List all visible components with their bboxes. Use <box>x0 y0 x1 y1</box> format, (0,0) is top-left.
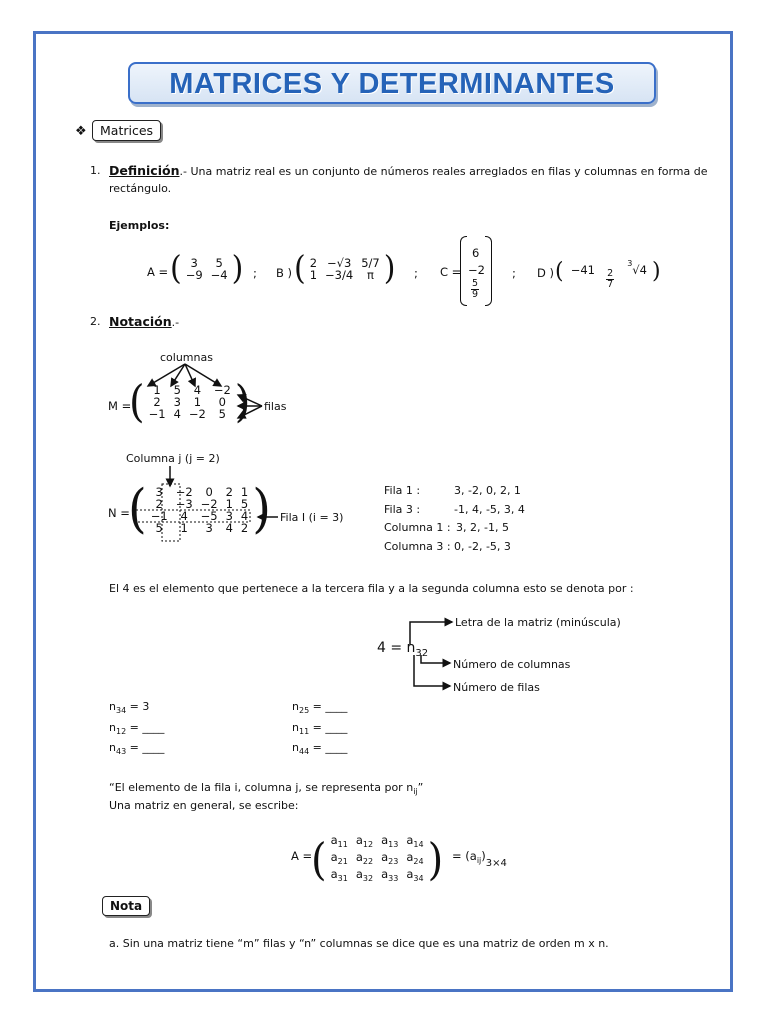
def-text: .- Una matriz real es un conjunto de números reales arreglados en filas y columnas en forma de <box>179 165 708 178</box>
summary-value: 3, -2, 0, 2, 1 <box>454 484 521 497</box>
num-filas-label: Número de filas <box>453 681 540 694</box>
cell: 5 <box>218 407 226 421</box>
cell: 2 <box>309 256 318 270</box>
cell: 3 <box>190 256 198 270</box>
frac-num: 5 <box>472 278 479 289</box>
example-a-matrix: ( 3 5 −9 −4 ) <box>170 249 244 288</box>
cell: 4 <box>193 383 202 397</box>
def-title: Definición <box>109 163 180 178</box>
exercise: $n_{25}$ = ____ <box>292 700 348 715</box>
def-text-2: rectángulo. <box>109 182 172 195</box>
general-matrix: ( $a_{11}$ $a_{12}$ $a_{13}$ $a_{14}$ $a_{21}$ $a_{22}$ $a_{23}$ $a_{24}$ $a_{31}$ $a_{32}$ $a_{33}$ $a_{34}$ ) <box>311 833 444 885</box>
exercise: $n_{12}$ = ____ <box>109 721 165 736</box>
cell: −1 <box>150 509 168 523</box>
summary-row <box>384 538 525 557</box>
frac-num: 2 <box>607 268 614 279</box>
examples-label: Ejemplos: <box>109 219 170 232</box>
exercise: $n_{11}$ = ____ <box>292 721 348 736</box>
notation-suffix: .- <box>171 316 180 329</box>
m-label: M = <box>108 399 132 413</box>
def-number: 1. <box>90 164 101 177</box>
example-d-label: D ) <box>537 266 554 280</box>
nota-item-a: a. Sin una matriz tiene “m” filas y “n” columnas se dice que es una matriz de orden m x n. <box>109 937 609 950</box>
cell: −3 <box>175 497 193 511</box>
columna-j-label: Columna j (j = 2) <box>126 452 220 465</box>
cell: 0 <box>205 485 213 499</box>
notation-number: 2. <box>90 315 101 328</box>
frac-den: 9 <box>472 289 479 300</box>
cell: −2 <box>188 407 206 421</box>
cell: 1 <box>240 485 249 499</box>
summary-key: Fila 1 : <box>384 484 421 497</box>
cell: −2 <box>175 485 193 499</box>
cell: −4 <box>210 268 228 282</box>
cell: −3/4 <box>325 268 354 282</box>
general-matrix-text: Una matriz en general, se escribe: <box>109 799 299 812</box>
summary-key: Columna 1 : <box>384 521 451 534</box>
cell: π <box>366 268 374 282</box>
example-b-matrix: ( 2 −√3 5/7 1 −3/4 π ) <box>294 249 396 288</box>
summary-value: 3, 2, -1, 5 <box>456 521 509 534</box>
cell: −41 <box>570 263 595 277</box>
page-title: MATRICES Y DETERMINANTES <box>169 68 615 100</box>
cell: 4 <box>173 407 181 421</box>
cell: √4 <box>632 263 647 277</box>
n-label: N = <box>108 506 130 520</box>
fila-i-label: Fila I (i = 3) <box>280 511 344 524</box>
separator: ; <box>414 266 418 280</box>
cell: 5 <box>215 256 223 270</box>
cell: −√3 <box>326 256 352 270</box>
example-d-matrix: ( $^{-41}$ $\frac{2}{7}$ $^{3√4}$ ) <box>555 259 661 290</box>
cell: 5 <box>240 497 249 511</box>
summary-row <box>384 482 525 501</box>
exercise: $n_{44}$ = ____ <box>292 741 348 756</box>
cell: 3 <box>173 395 181 409</box>
cell: 2 <box>240 521 249 535</box>
eq-left: 4 = n <box>377 640 416 656</box>
example-a-label: A = <box>147 265 169 279</box>
diamond-bullet-icon: ❖ <box>75 124 87 139</box>
cell: 6 <box>472 246 480 260</box>
cell: 3 <box>225 509 233 523</box>
notation-title: Notación <box>109 314 172 329</box>
cell: 1 <box>193 395 202 409</box>
summary-row <box>384 501 525 520</box>
exercise: $n_{43}$ = ____ <box>109 741 165 756</box>
cell: 5 <box>155 521 163 535</box>
cell: −2 <box>200 497 218 511</box>
cell: 4 <box>180 509 188 523</box>
example-c-label: C = <box>440 265 462 279</box>
eq-sub: 32 <box>415 648 429 659</box>
filas-label: filas <box>264 400 287 413</box>
summary-value: -1, 4, -5, 3, 4 <box>454 502 525 516</box>
cell: 1 <box>180 521 188 535</box>
root-index: 3 <box>627 259 633 268</box>
cell: 2 <box>225 485 233 499</box>
summary-key: Columna 3 : <box>384 539 451 553</box>
summary-key: Fila 3 : <box>384 502 421 516</box>
section-tab-matrices: Matrices <box>92 120 161 141</box>
cell: 0 <box>218 395 226 409</box>
element-explanation: El 4 es el elemento que pertenece a la tercera fila y a la segunda columna esto se denota por : <box>109 582 634 595</box>
frac-den: 7 <box>607 279 614 290</box>
general-a-compact: = $(a_{ij})3\times 4$ <box>452 849 507 869</box>
cell: −2 <box>468 263 485 277</box>
separator: ; <box>253 266 257 280</box>
cell: 2 <box>155 497 163 511</box>
separator: ; <box>512 266 516 280</box>
cell: 4 <box>225 521 233 535</box>
matrix-m: ( 1 5 4 −2 2 3 1 0 −1 4 −2 5 ) <box>129 376 251 428</box>
cell: 3 <box>205 521 213 535</box>
cell: 2 <box>153 395 161 409</box>
cell: 5 <box>173 383 181 397</box>
cell: −1 <box>148 407 166 421</box>
example-b-label: B ) <box>276 266 293 280</box>
cell: −2 <box>213 383 231 397</box>
matrix-n: ( 3 −2 0 2 1 2 −3 −2 1 5 −1 4 −5 3 4 5 1 3 4 2 ) <box>128 478 271 540</box>
element-quote: “El elemento de la fila i, columna j, se representa por $n_{ij}$” <box>109 781 424 796</box>
cell: 4 <box>240 509 249 523</box>
summary-value: 0, -2, -5, 3 <box>454 539 511 553</box>
general-a-label: A = <box>291 849 313 863</box>
cell: 3 <box>155 485 163 499</box>
summary-row <box>384 519 525 538</box>
cell: 1 <box>153 383 161 397</box>
nota-tab: Nota <box>102 896 150 916</box>
letra-label: Letra de la matriz (minúscula) <box>455 616 621 629</box>
element-notation <box>377 640 428 659</box>
cell: 1 <box>309 268 318 282</box>
cell: 1 <box>225 497 233 511</box>
cell: 5/7 <box>361 256 380 270</box>
cell: −9 <box>185 268 203 282</box>
cell: −5 <box>200 509 218 523</box>
num-cols-label: Número de columnas <box>453 658 571 671</box>
exercise: $n_{34} = 3$ <box>109 700 150 715</box>
columnas-label: columnas <box>160 351 213 364</box>
row-col-summary <box>384 482 525 556</box>
